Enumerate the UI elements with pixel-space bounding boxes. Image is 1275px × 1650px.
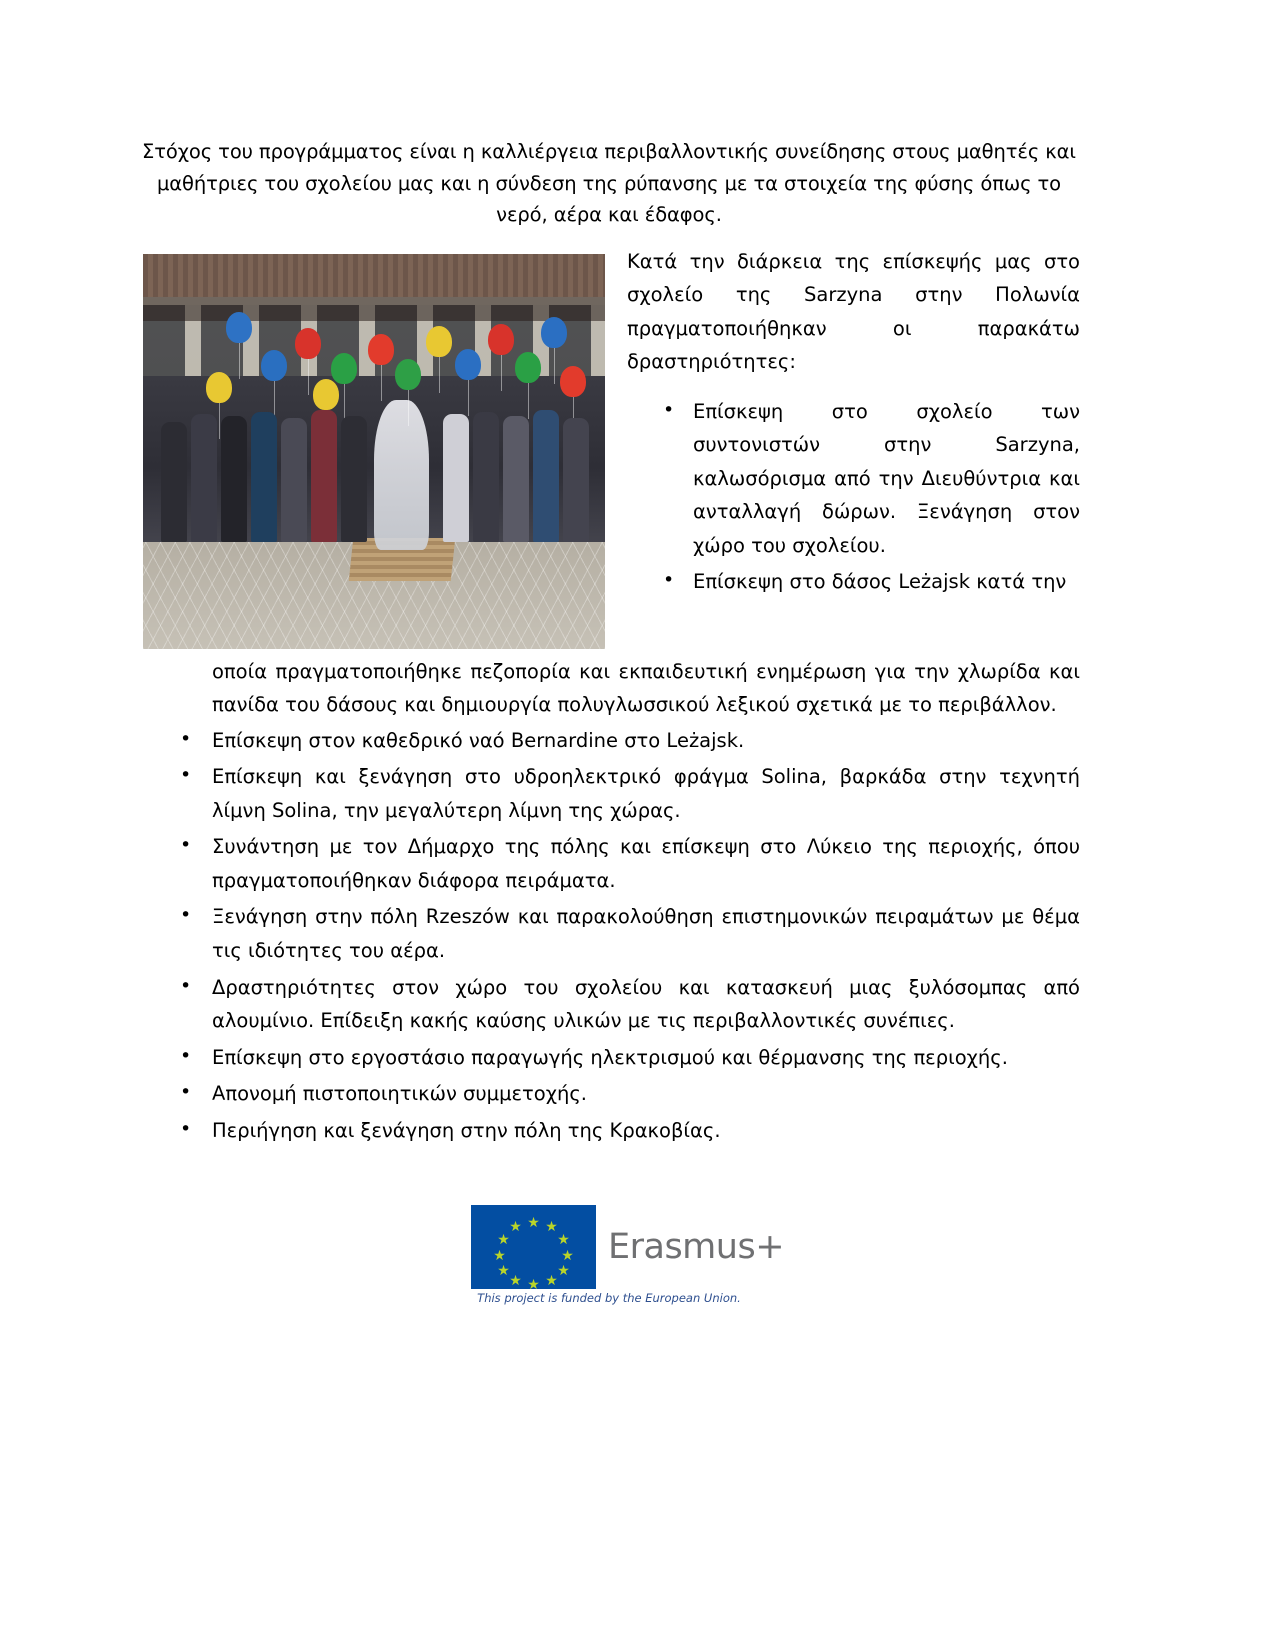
balloon-icon xyxy=(395,359,421,390)
star-icon: ★ xyxy=(497,1263,510,1280)
funding-statement: This project is funded by the European Union. xyxy=(477,1291,741,1306)
list-item: • Επίσκεψη στο δάσος Leżajsk κατά την xyxy=(627,565,1080,599)
star-icon: ★ xyxy=(509,1273,522,1290)
list-item: • Απονομή πιστοποιητικών συμμετοχής. xyxy=(138,1077,1080,1111)
erasmus-wordmark: Erasmus+ xyxy=(608,1227,785,1268)
star-icon: ★ xyxy=(527,1277,540,1294)
balloon-icon xyxy=(488,324,514,355)
eu-flag-icon xyxy=(471,1205,596,1294)
student-figure xyxy=(563,418,589,542)
intro-paragraph: Στόχος του προγράμματος είναι η καλλιέργεια περιβαλλοντικής συνείδησης στους μαθητές και μαθήτριες του σχολείου μας και η σύνδεση της ρύπανσης με τα στοιχεία της φύσης όπως το νερό, αέρα και έδαφος. xyxy=(142,140,1076,227)
balloon-icon xyxy=(368,334,394,365)
photo-roof xyxy=(143,254,605,301)
list-item: • Επίσκεψη στο εργοστάσιο παραγωγής ηλεκτρισμού και θέρμανσης της περιοχής. xyxy=(138,1041,1080,1075)
student-figure xyxy=(251,412,277,542)
star-icon: ★ xyxy=(527,1215,540,1232)
balloon-icon xyxy=(515,352,541,383)
photo-and-right-column xyxy=(138,245,1080,655)
wrapped-continuation-text: οποία πραγματοποιήθηκε πεζοπορία και εκπαιδευτική ενημέρωση για την χλωρίδα και πανίδα του δάσους και δημιουργία πολυγλωσσικού λεξικού σχετικά με το περιβάλλον. xyxy=(212,659,1080,717)
balloon-icon xyxy=(261,350,287,381)
right-column-bullet-list xyxy=(627,395,1080,598)
document-content xyxy=(138,136,1080,1305)
balloon-icon xyxy=(426,326,452,357)
balloon-icon xyxy=(295,328,321,359)
student-figure xyxy=(221,416,247,542)
student-figure xyxy=(161,422,187,542)
star-icon: ★ xyxy=(545,1273,558,1290)
main-bullet-list xyxy=(138,724,1080,1147)
student-figure xyxy=(443,414,469,542)
right-text-column xyxy=(627,245,1080,600)
list-item: • Ξενάγηση στην πόλη Rzeszów και παρακολούθηση επιστημονικών πειραμάτων με θέμα τις ιδιότητες του αέρα. xyxy=(138,900,1080,967)
star-icon: ★ xyxy=(557,1232,570,1249)
student-figure xyxy=(281,418,307,542)
star-icon: ★ xyxy=(561,1248,574,1265)
balloon-icon xyxy=(541,317,567,348)
balloon-icon xyxy=(313,379,339,410)
list-item: • Επίσκεψη στο σχολείο των συντονιστών στην Sarzyna, καλωσόρισμα από την Διευθύντρια και ανταλλαγή δώρων. Ξενάγηση στον χώρο του σχολείου. xyxy=(627,395,1080,563)
student-figure xyxy=(191,414,217,542)
star-icon: ★ xyxy=(545,1219,558,1236)
balloon-icon xyxy=(331,353,357,384)
student-figure xyxy=(311,410,337,542)
photo-roof-shadow xyxy=(143,297,605,321)
star-icon: ★ xyxy=(509,1219,522,1236)
list-item: • Επίσκεψη και ξενάγηση στο υδροηλεκτρικό φράγμα Solina, βαρκάδα στην τεχνητή λίμνη Solina, την μεγαλύτερη λίμνη της χώρας. xyxy=(138,760,1080,827)
photo-plastic-sculpture xyxy=(374,400,429,550)
student-figure xyxy=(533,410,559,542)
erasmus-logo-top-row xyxy=(471,1205,785,1294)
right-column-paragraph: Κατά την διάρκεια της επίσκεψής μας στο σχολείο της Sarzyna στην Πολωνία πραγματοποιήθηκαν οι παρακάτω δραστηριότητες: xyxy=(627,249,1080,374)
star-icon: ★ xyxy=(557,1263,570,1280)
list-item: • Συνάντηση με τον Δήμαρχο της πόλης και επίσκεψη στο Λύκειο της περιοχής, όπου πραγματοποιήθηκαν διάφορα πειράματα. xyxy=(138,830,1080,897)
student-figure xyxy=(341,416,367,542)
list-item: • Περιήγηση και ξενάγηση στην πόλη της Κρακοβίας. xyxy=(138,1114,1080,1148)
student-figure xyxy=(473,412,499,542)
balloon-icon xyxy=(455,349,481,380)
school-visit-photo xyxy=(143,254,605,649)
list-item: • Επίσκεψη στον καθεδρικό ναό Bernardine στο Leżajsk. xyxy=(138,724,1080,758)
list-item: • Δραστηριότητες στον χώρο του σχολείου και κατασκευή μιας ξυλόσομπας από αλουμίνιο. Επίδειξη κακής καύσης υλικών με τις περιβαλλοντικές συνέπιες. xyxy=(138,971,1080,1038)
student-figure xyxy=(503,416,529,542)
star-icon: ★ xyxy=(493,1248,506,1265)
erasmus-logo-block xyxy=(138,1205,1080,1305)
erasmus-logo xyxy=(471,1205,785,1306)
balloon-icon xyxy=(226,312,252,343)
balloon-icon xyxy=(206,372,232,403)
balloon-icon xyxy=(560,366,586,397)
star-icon: ★ xyxy=(497,1232,510,1249)
